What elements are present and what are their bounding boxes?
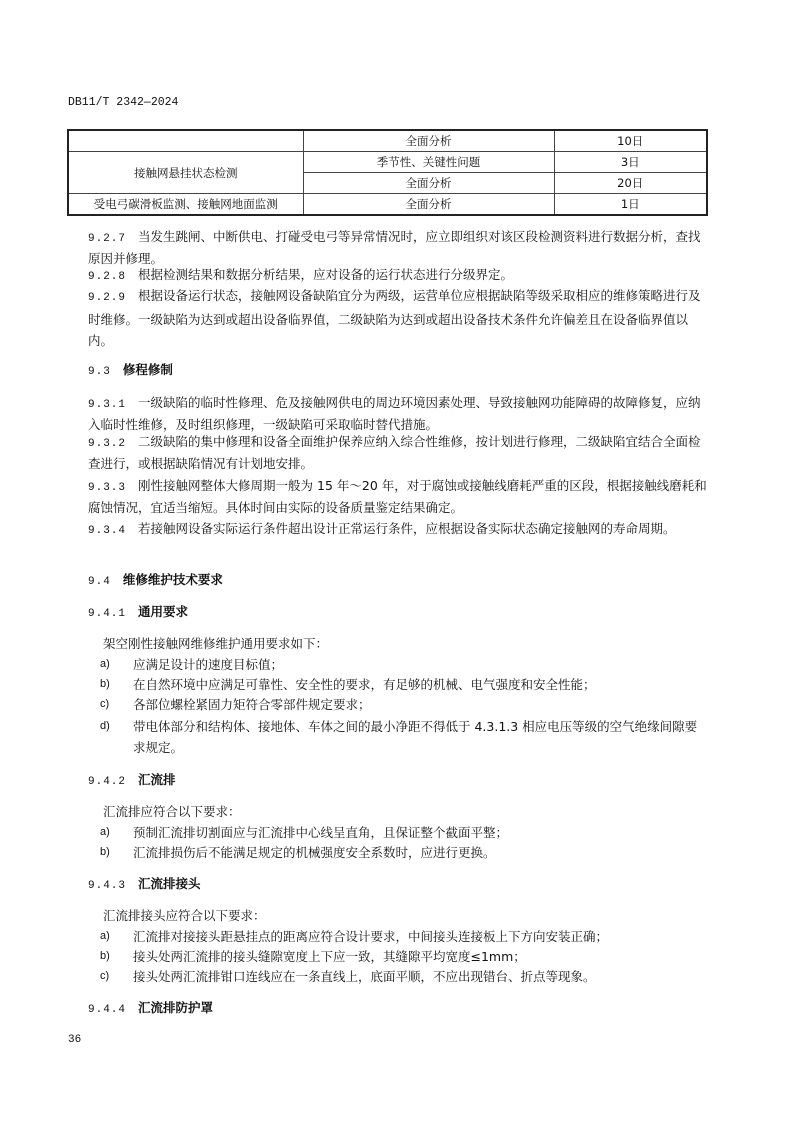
table-cell: 季节性、关键性问题 [303, 152, 554, 173]
clause-number: 9.3.2 [88, 438, 127, 450]
list-marker: c) [100, 698, 110, 710]
section-number: 9.4.3 [88, 880, 127, 892]
clause-9-3-2 [88, 432, 710, 474]
list-text: 接头处两汇流排钳口连线应在一条直线上，底面平顺，不应出现错台、折点等现象。 [133, 969, 596, 984]
clause-9-3-1 [88, 393, 710, 435]
table-row [68, 194, 707, 216]
clause-text: 若接触网设备实际运行条件超出设计正常运行条件，应根据设备实际状态确定接触网的寿命周期。 [138, 521, 676, 536]
list-text: 带电体部分和结构体、接地体、车体之间的最小净距不得低于 4.3.1.3 相应电压等级的空气绝缘间隙要求规定。 [133, 719, 698, 755]
section-title: 维修维护技术要求 [122, 572, 223, 587]
clause-text: 刚性接触网整体大修周期一般为 15 年～20 年，对于腐蚀或接触线磨耗严重的区段，根据接触线磨耗和腐蚀情况，宜适当缩短。具体时间由实际的设备质量鉴定结果确定。 [88, 478, 707, 515]
table-row [68, 130, 707, 152]
clause-text: 根据设备运行状态，接触网设备缺陷宜分为两级，运营单位应根据缺陷等级采取相应的维修策略进行及时维修。一级缺陷为达到或超出设备临界值，二级缺陷为达到或超出设备技术条件允许偏差且在设备临界值以内。 [88, 288, 701, 348]
table-cell: 3日 [554, 152, 707, 173]
detection-cycle-table [67, 129, 708, 216]
table-cell: 全面分析 [303, 194, 554, 216]
table-cell: 20日 [554, 173, 707, 194]
list-item [100, 694, 708, 715]
clause-number: 9.3.4 [88, 525, 127, 537]
list-text: 接头处两汇流排的接头缝隙宽度上下应一致，其缝隙平均宽度≤1mm； [133, 949, 526, 964]
clause-9-3-4 [88, 519, 710, 541]
list-text: 预制汇流排切割面应与汇流排中心线呈直角，且保证整个截面平整； [133, 825, 509, 840]
clause-text: 二级缺陷的集中修理和设备全面维护保养应纳入综合性维修，按计划进行修理，二级缺陷宜结合全面检查进行，或根据缺陷情况有计划地安排。 [88, 434, 701, 471]
clause-text: 根据检测结果和数据分析结果，应对设备的运行状态进行分级界定。 [138, 267, 514, 282]
clause-number: 9.3.1 [88, 399, 127, 411]
section-number: 9.4.2 [88, 776, 127, 788]
table-cell [68, 130, 303, 152]
list-item [100, 716, 708, 758]
section-heading-9-4-1 [88, 602, 710, 624]
section-heading-9-4-3 [88, 874, 710, 896]
list-marker: a) [100, 658, 110, 670]
list-text: 应满足设计的速度目标值； [133, 657, 284, 672]
section-number: 9.4 [88, 576, 111, 588]
list-marker: c) [100, 970, 110, 982]
clause-number: 9.3.3 [88, 482, 127, 494]
clause-9-2-8 [88, 265, 710, 287]
clause-number: 9.2.7 [88, 233, 127, 245]
section-heading-9-4-2 [88, 770, 710, 792]
section-title: 修程修制 [122, 362, 173, 377]
list-marker: d) [100, 720, 110, 732]
table-cell: 全面分析 [303, 173, 554, 194]
clause-text: 当发生跳闸、中断供电、打碰受电弓等异常情况时，应立即组织对该区段检测资料进行数据分析，查找原因并修理。 [88, 229, 701, 266]
clause-number: 9.2.9 [88, 292, 127, 304]
list-marker: a) [100, 930, 110, 942]
table-cell: 接触网悬挂状态检测 [68, 152, 303, 194]
list-marker: b) [100, 846, 110, 858]
list-text: 在自然环境中应满足可靠性、安全性的要求，有足够的机械、电气强度和安全性能； [133, 677, 596, 692]
standard-code-header: DB11/T 2342—2024 [68, 96, 179, 109]
list-item [100, 946, 708, 967]
intro-text: 汇流排接头应符合以下要求： [103, 908, 266, 923]
section-number: 9.4.4 [88, 1004, 127, 1016]
section-title: 汇流排 [138, 772, 176, 787]
section-heading-9-4 [88, 570, 710, 592]
list-item [100, 822, 708, 843]
clause-text: 一级缺陷的临时性修理、危及接触网供电的周边环境因素处理、导致接触网功能障碍的故障修复，应纳入临时性维修，及时组织修理，一级缺陷可采取临时替代措施。 [88, 395, 701, 432]
section-number: 9.4.1 [88, 608, 127, 620]
list-text: 各部位螺栓紧固力矩符合零部件规定要求； [133, 697, 371, 712]
list-item [100, 926, 708, 947]
list-marker: b) [100, 678, 110, 690]
table-cell: 1日 [554, 194, 707, 216]
section-number: 9.3 [88, 366, 111, 378]
clause-number: 9.2.8 [88, 271, 127, 283]
clause-9-3-3 [88, 476, 710, 518]
intro-text: 汇流排应符合以下要求： [103, 804, 241, 819]
section-heading-9-3 [88, 360, 710, 382]
list-item [100, 654, 708, 675]
table-row [68, 152, 707, 173]
list-item [100, 842, 708, 863]
section-title: 汇流排防护罩 [138, 1000, 214, 1015]
list-marker: a) [100, 826, 110, 838]
list-item [100, 966, 708, 987]
page-number: 36 [68, 1034, 82, 1046]
intro-text: 架空刚性接触网维修维护通用要求如下： [103, 636, 329, 651]
section-heading-9-4-4 [88, 998, 710, 1020]
list-item [100, 674, 708, 695]
clause-9-2-7 [88, 227, 710, 269]
table-cell: 受电弓碳滑板监测、接触网地面监测 [68, 194, 303, 216]
clause-9-2-9 [88, 285, 710, 351]
list-text: 汇流排对接接头距悬挂点的距离应符合设计要求，中间接头连接板上下方向安装正确； [133, 929, 609, 944]
table-cell: 10日 [554, 130, 707, 152]
table-cell: 全面分析 [303, 130, 554, 152]
section-title: 汇流排接头 [138, 876, 201, 891]
section-title: 通用要求 [138, 604, 189, 619]
list-marker: b) [100, 950, 110, 962]
list-text: 汇流排损伤后不能满足规定的机械强度安全系数时，应进行更换。 [133, 845, 496, 860]
